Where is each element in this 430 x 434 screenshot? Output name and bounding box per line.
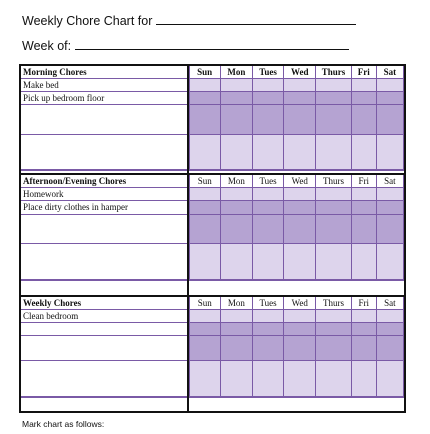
chore-check-cell[interactable] <box>284 104 316 134</box>
chore-row <box>21 309 404 322</box>
chore-check-cell[interactable] <box>316 214 351 243</box>
chore-label <box>21 360 189 396</box>
chore-check-cell[interactable] <box>284 243 316 279</box>
week-of-label: Week of: <box>22 39 72 53</box>
chore-label <box>21 243 189 279</box>
chore-label <box>21 396 189 397</box>
chore-check-cell[interactable] <box>284 91 316 104</box>
chore-check-cell[interactable] <box>351 104 376 134</box>
chore-check-cell[interactable] <box>316 322 351 335</box>
chore-row <box>21 360 404 396</box>
chore-check-cell[interactable] <box>351 396 376 397</box>
day-header: Wed <box>284 66 316 78</box>
chore-check-cell[interactable] <box>316 279 351 280</box>
chore-check-cell[interactable] <box>189 134 220 169</box>
chore-check-cell[interactable] <box>376 187 403 200</box>
chore-label: Place dirty clothes in hamper <box>21 200 189 214</box>
chore-check-cell[interactable] <box>376 279 403 280</box>
chore-check-cell[interactable] <box>284 78 316 91</box>
day-header: Sun <box>189 297 220 309</box>
day-header: Fri <box>351 297 376 309</box>
chore-check-cell[interactable] <box>284 134 316 169</box>
chore-label: Clean bedroom <box>21 309 189 322</box>
chore-check-cell[interactable] <box>316 243 351 279</box>
chore-check-cell[interactable] <box>189 335 220 360</box>
day-header: Thurs <box>316 297 351 309</box>
day-header: Sun <box>189 66 220 78</box>
chore-row <box>21 169 404 170</box>
day-header: Thurs <box>316 66 351 78</box>
section-header-row <box>21 297 404 309</box>
chore-check-cell[interactable] <box>284 396 316 397</box>
chore-check-cell[interactable] <box>351 309 376 322</box>
chore-check-cell[interactable] <box>316 187 351 200</box>
chore-check-cell[interactable] <box>376 200 403 214</box>
chore-check-cell[interactable] <box>189 214 220 243</box>
chore-check-cell[interactable] <box>189 309 220 322</box>
day-header: Thurs <box>316 175 351 187</box>
day-header: Mon <box>220 175 252 187</box>
section-3 <box>21 297 404 398</box>
chore-check-cell[interactable] <box>316 360 351 396</box>
chore-check-cell[interactable] <box>316 169 351 170</box>
chore-check-cell[interactable] <box>351 91 376 104</box>
day-header: Mon <box>220 297 252 309</box>
chore-check-cell[interactable] <box>376 309 403 322</box>
chore-row <box>21 279 404 280</box>
chore-check-cell[interactable] <box>220 200 252 214</box>
chore-check-cell[interactable] <box>284 169 316 170</box>
chore-check-cell[interactable] <box>189 322 220 335</box>
chore-check-cell[interactable] <box>351 360 376 396</box>
chore-check-cell[interactable] <box>189 104 220 134</box>
chore-check-cell[interactable] <box>316 104 351 134</box>
chore-check-cell[interactable] <box>253 360 284 396</box>
chore-check-cell[interactable] <box>253 169 284 170</box>
chore-label <box>21 134 189 169</box>
chore-row <box>21 243 404 279</box>
chore-check-cell[interactable] <box>189 169 220 170</box>
chore-check-cell[interactable] <box>376 104 403 134</box>
chore-label: Pick up bedroom floor <box>21 91 189 104</box>
footer-note: Mark chart as follows: <box>22 419 105 429</box>
section-separator <box>21 173 404 175</box>
chore-check-cell[interactable] <box>189 396 220 397</box>
chore-check-cell[interactable] <box>376 134 403 169</box>
chore-check-cell[interactable] <box>284 309 316 322</box>
label-column-divider <box>187 66 189 411</box>
chore-check-cell[interactable] <box>316 134 351 169</box>
name-blank-line <box>156 13 356 25</box>
chore-check-cell[interactable] <box>284 187 316 200</box>
chore-row <box>21 78 404 91</box>
chore-label: Homework <box>21 187 189 200</box>
chore-check-cell[interactable] <box>316 200 351 214</box>
chore-check-cell[interactable] <box>351 187 376 200</box>
chore-check-cell[interactable] <box>253 78 284 91</box>
day-header: Fri <box>351 66 376 78</box>
section-separator <box>21 295 404 297</box>
chore-check-cell[interactable] <box>253 243 284 279</box>
chore-check-cell[interactable] <box>220 104 252 134</box>
section-header-row <box>21 175 404 187</box>
day-header: Tues <box>253 175 284 187</box>
chore-check-cell[interactable] <box>351 134 376 169</box>
chore-check-cell[interactable] <box>253 396 284 397</box>
section-title: Weekly Chores <box>21 297 189 309</box>
chore-check-cell[interactable] <box>189 243 220 279</box>
chore-check-cell[interactable] <box>220 169 252 170</box>
chore-check-cell[interactable] <box>253 104 284 134</box>
chore-label <box>21 104 189 134</box>
chore-check-cell[interactable] <box>376 243 403 279</box>
chore-row <box>21 200 404 214</box>
chore-check-cell[interactable] <box>220 309 252 322</box>
day-header: Wed <box>284 175 316 187</box>
chore-check-cell[interactable] <box>351 243 376 279</box>
chore-check-cell[interactable] <box>284 200 316 214</box>
chore-check-cell[interactable] <box>220 134 252 169</box>
chore-check-cell[interactable] <box>189 360 220 396</box>
chore-check-cell[interactable] <box>189 91 220 104</box>
chore-check-cell[interactable] <box>253 214 284 243</box>
week-of-line <box>22 38 349 53</box>
chore-check-cell[interactable] <box>351 279 376 280</box>
chore-check-cell[interactable] <box>253 322 284 335</box>
chore-check-cell[interactable] <box>351 78 376 91</box>
section-title: Morning Chores <box>21 66 189 78</box>
day-header: Mon <box>220 66 252 78</box>
chore-check-cell[interactable] <box>351 169 376 170</box>
chore-check-cell[interactable] <box>220 279 252 280</box>
day-header: Sat <box>376 175 403 187</box>
chore-check-cell[interactable] <box>376 214 403 243</box>
chore-check-cell[interactable] <box>253 200 284 214</box>
chore-check-cell[interactable] <box>253 279 284 280</box>
section-title: Afternoon/Evening Chores <box>21 175 189 187</box>
chore-check-cell[interactable] <box>316 335 351 360</box>
chore-check-cell[interactable] <box>220 335 252 360</box>
day-header: Sat <box>376 297 403 309</box>
chore-check-cell[interactable] <box>376 322 403 335</box>
chore-check-cell[interactable] <box>253 335 284 360</box>
chore-row <box>21 396 404 397</box>
chore-check-cell[interactable] <box>376 78 403 91</box>
chore-check-cell[interactable] <box>220 396 252 397</box>
chore-label: Make bed <box>21 78 189 91</box>
chore-check-cell[interactable] <box>220 360 252 396</box>
chore-chart <box>19 64 406 413</box>
chart-title: Weekly Chore Chart for <box>22 14 153 28</box>
chore-check-cell[interactable] <box>220 214 252 243</box>
chore-check-cell[interactable] <box>284 214 316 243</box>
chore-check-cell[interactable] <box>189 279 220 280</box>
chore-row <box>21 335 404 360</box>
chore-row <box>21 104 404 134</box>
chore-check-cell[interactable] <box>376 91 403 104</box>
chore-check-cell[interactable] <box>253 309 284 322</box>
chore-check-cell[interactable] <box>284 322 316 335</box>
chore-label <box>21 335 189 360</box>
chore-check-cell[interactable] <box>316 396 351 397</box>
chore-check-cell[interactable] <box>351 335 376 360</box>
chore-check-cell[interactable] <box>284 360 316 396</box>
chore-check-cell[interactable] <box>376 335 403 360</box>
chore-check-cell[interactable] <box>316 309 351 322</box>
chore-check-cell[interactable] <box>253 134 284 169</box>
chore-check-cell[interactable] <box>220 187 252 200</box>
chore-check-cell[interactable] <box>376 169 403 170</box>
chore-check-cell[interactable] <box>220 78 252 91</box>
chore-label <box>21 322 189 335</box>
chore-check-cell[interactable] <box>220 91 252 104</box>
week-blank-line <box>75 38 349 50</box>
chore-check-cell[interactable] <box>316 91 351 104</box>
chore-row <box>21 134 404 169</box>
chore-label <box>21 169 189 170</box>
chore-check-cell[interactable] <box>189 187 220 200</box>
chore-check-cell[interactable] <box>189 78 220 91</box>
day-header: Sun <box>189 175 220 187</box>
chore-check-cell[interactable] <box>220 243 252 279</box>
chore-row <box>21 91 404 104</box>
section-header-row <box>21 66 404 78</box>
section-2 <box>21 175 404 281</box>
chore-check-cell[interactable] <box>189 200 220 214</box>
chore-label <box>21 279 189 280</box>
chore-check-cell[interactable] <box>220 322 252 335</box>
chore-check-cell[interactable] <box>376 360 403 396</box>
chore-check-cell[interactable] <box>253 91 284 104</box>
chore-row <box>21 322 404 335</box>
day-header: Wed <box>284 297 316 309</box>
chore-check-cell[interactable] <box>351 214 376 243</box>
chore-label <box>21 214 189 243</box>
chore-check-cell[interactable] <box>376 396 403 397</box>
chore-check-cell[interactable] <box>351 200 376 214</box>
chore-check-cell[interactable] <box>253 187 284 200</box>
day-header: Tues <box>253 297 284 309</box>
section-1 <box>21 66 404 171</box>
day-header: Tues <box>253 66 284 78</box>
chore-check-cell[interactable] <box>316 78 351 91</box>
chore-check-cell[interactable] <box>351 322 376 335</box>
day-header: Sat <box>376 66 403 78</box>
chore-row <box>21 187 404 200</box>
day-header: Fri <box>351 175 376 187</box>
chore-check-cell[interactable] <box>284 279 316 280</box>
chore-row <box>21 214 404 243</box>
chore-check-cell[interactable] <box>284 335 316 360</box>
chart-title-line <box>22 13 356 28</box>
